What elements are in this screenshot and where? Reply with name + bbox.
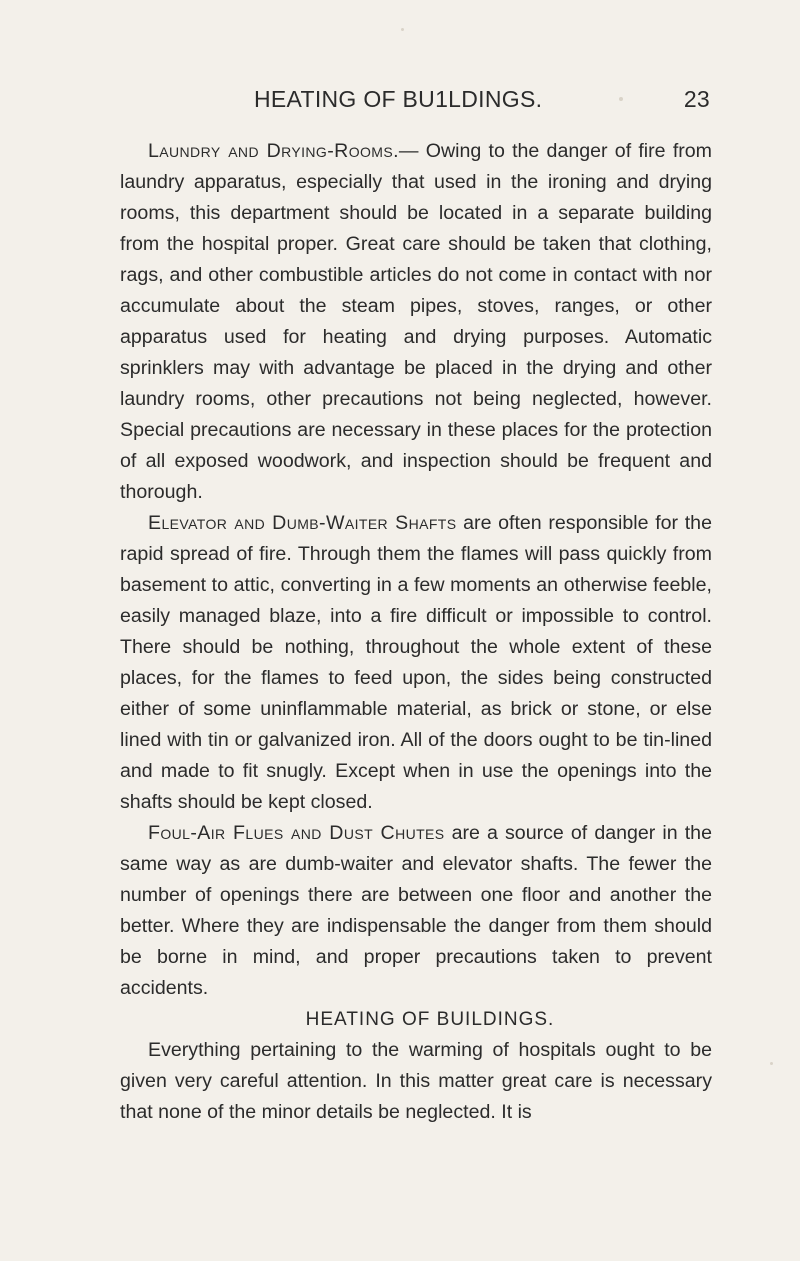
paragraph-text: are a source of danger in the same way as are dumb-waiter and elevator shafts. The fewer the number of openings there are between one floor and another the better. Where they are indispensable the danger from them should be borne in mind, and proper precautions taken to prevent accidents. bbox=[120, 822, 712, 999]
paper-blemish bbox=[401, 28, 404, 31]
paragraph-lead: Elevator and Dumb-Waiter Shafts bbox=[148, 512, 457, 534]
paragraph-heating: Everything pertaining to the warming of hospitals ought to be given very careful attention. In this matter great care is necessary that none of the minor details be neglected. It is bbox=[120, 1039, 712, 1123]
paragraph-lead: Laundry and Drying-Rooms. bbox=[148, 140, 399, 162]
paragraph-lead: Foul-Air Flues and Dust Chutes bbox=[148, 822, 445, 844]
page-number: 23 bbox=[683, 86, 710, 112]
paragraph-elevator-shafts bbox=[120, 508, 712, 818]
section-heading: HEATING OF BUILDINGS. bbox=[305, 1009, 555, 1030]
paragraph-laundry bbox=[120, 136, 712, 508]
running-head-title: HEATING OF BU1LDINGS. bbox=[254, 86, 543, 112]
paragraph-text: — Owing to the danger of fire from laundry apparatus, especially that used in the ironing and drying rooms, this department should be located in a separate building from the hospital proper. Great care should be taken that clothing, rags, and other combustible articles do not come in contact with nor accumulate about the steam pipes, stoves, ranges, or other apparatus used for heating and drying purposes. Automatic sprinklers may with advantage be placed in the drying and other laundry rooms, other precautions not being neglected, however. Special precautions are necessary in these places for the protection of all exposed woodwork, and inspection should be frequent and thorough. bbox=[120, 140, 713, 503]
paragraph-foul-air-flues bbox=[120, 818, 712, 1004]
running-head bbox=[120, 86, 710, 120]
paragraph-text: are often responsible for the rapid spread of fire. Through them the flames will pass quickly from basement to attic, converting in a few moments an otherwise feeble, easily managed blaze, into a fire difficult or impossible to control. There should be nothing, throughout the whole extent of these places, for the flames to feed upon, the sides being constructed either of some uninflammable material, as brick or stone, or else lined with tin or galvanized iron. All of the doors ought to be tin-lined and made to fit snugly. Except when in use the openings into the shafts should be kept closed. bbox=[120, 512, 712, 813]
paper-blemish bbox=[770, 1062, 773, 1065]
body-text bbox=[120, 136, 712, 1128]
